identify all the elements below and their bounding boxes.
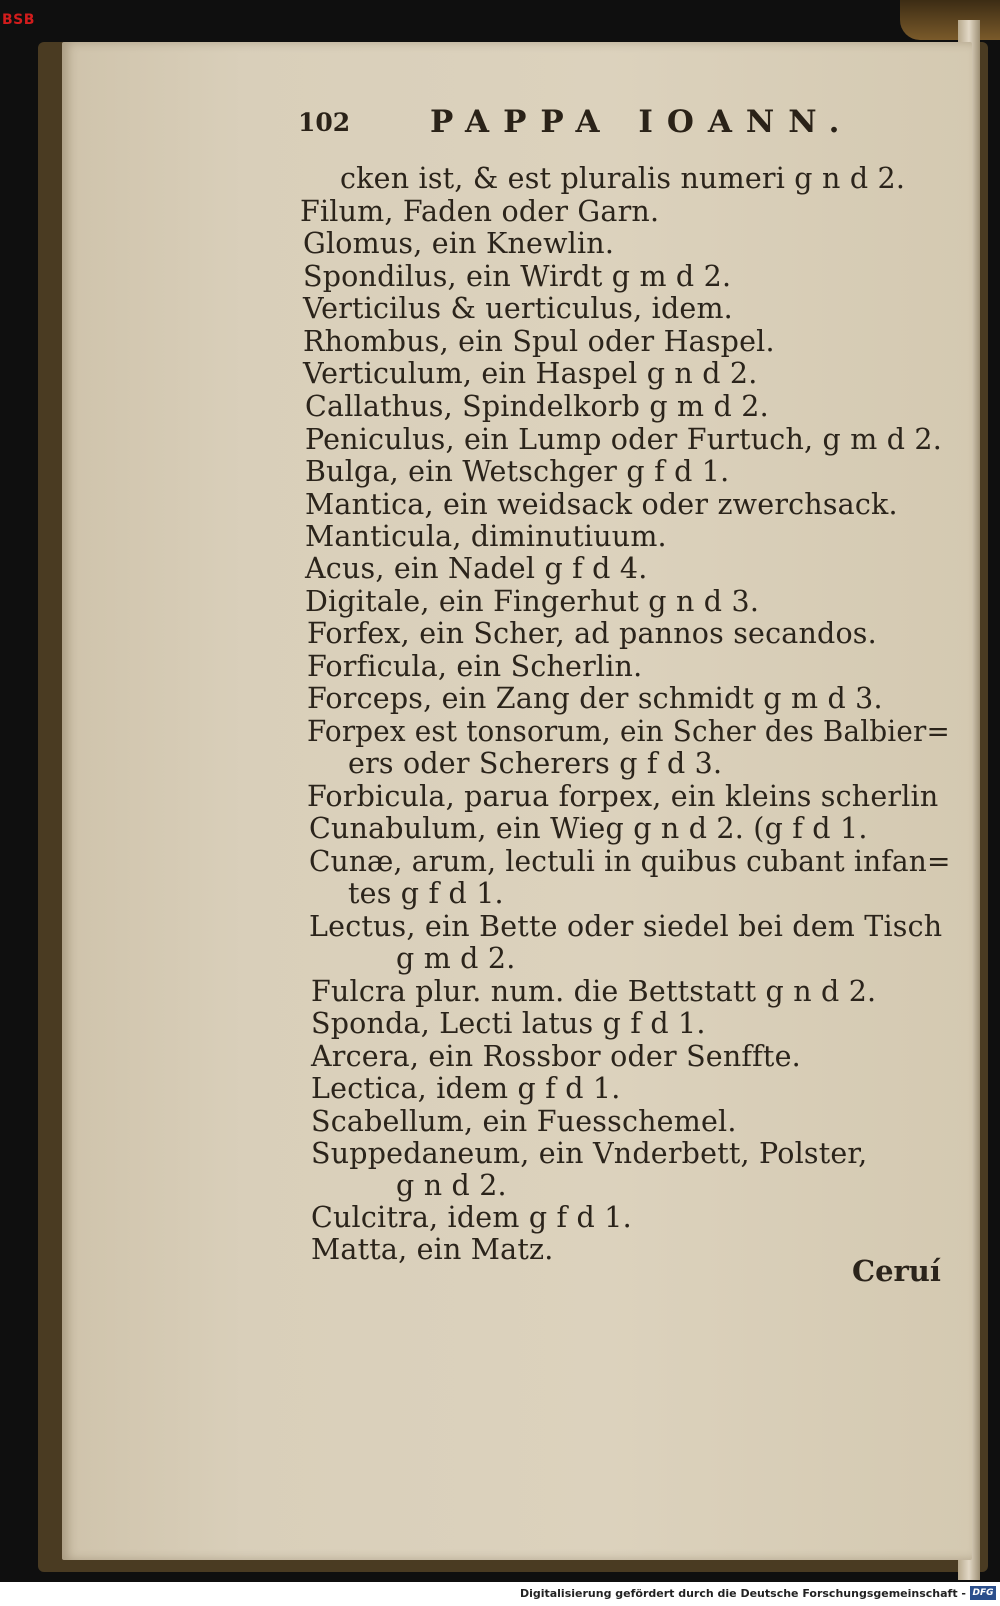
text-line: Sponda, Lecti latus g f d 1.: [311, 1007, 706, 1040]
text-line: Digitale, ein Fingerhut g n d 3.: [305, 585, 760, 618]
text-line: Spondilus, ein Wirdt g m d 2.: [303, 260, 732, 293]
text-line: g n d 2.: [396, 1169, 507, 1202]
text-line: Manticula, diminutiuum.: [305, 520, 667, 553]
text-line: Mantica, ein weidsack oder zwerchsack.: [305, 488, 898, 521]
text-line: tes g f d 1.: [348, 877, 504, 910]
text-line: Verticilus & uerticulus, idem.: [303, 292, 733, 325]
text-line: Cunabulum, ein Wieg g n d 2. (g f d 1.: [309, 812, 868, 845]
text-line: g m d 2.: [396, 942, 516, 975]
text-line: Forceps, ein Zang der schmidt g m d 3.: [307, 682, 883, 715]
text-line: cken ist, & est pluralis numeri g n d 2.: [340, 162, 906, 195]
text-line: Rhombus, ein Spul oder Haspel.: [303, 325, 775, 358]
digitization-footer: [0, 1582, 1000, 1606]
text-line: Scabellum, ein Fuesschemel.: [311, 1105, 737, 1138]
text-line: Acus, ein Nadel g f d 4.: [305, 552, 648, 585]
text-line: Cunæ, arum, lectuli in quibus cubant infan=: [309, 845, 951, 878]
text-line: Culcitra, idem g f d 1.: [311, 1201, 632, 1234]
text-line: Forficula, ein Scherlin.: [307, 650, 643, 683]
bsb-watermark: BSB: [2, 12, 35, 28]
text-line: Lectus, ein Bette oder siedel bei dem Tisch: [309, 910, 943, 943]
text-line: Forpex est tonsorum, ein Scher des Balbier=: [307, 715, 950, 748]
text-line: Forfex, ein Scher, ad pannos secandos.: [307, 617, 877, 650]
funding-credit: Digitalisierung gefördert durch die Deutsche Forschungsgemeinschaft -: [519, 1587, 966, 1600]
catchword: Ceruí: [852, 1254, 941, 1288]
text-line: Forbicula, parua forpex, ein kleins scherlin: [307, 780, 939, 813]
running-title: PAPPA IOANN.: [430, 104, 854, 140]
text-line: Callathus, Spindelkorb g m d 2.: [305, 390, 769, 423]
text-line: Arcera, ein Rossbor oder Senffte.: [311, 1040, 801, 1073]
text-line: Bulga, ein Wetschger g f d 1.: [305, 455, 730, 488]
text-line: Verticulum, ein Haspel g n d 2.: [303, 357, 758, 390]
text-line: Lectica, idem g f d 1.: [311, 1072, 621, 1105]
text-line: Peniculus, ein Lump oder Furtuch, g m d 2.: [305, 423, 943, 456]
text-line: ers oder Scherers g f d 3.: [348, 747, 723, 780]
text-line: Fulcra plur. num. die Bettstatt g n d 2.: [311, 975, 877, 1008]
text-line: Glomus, ein Knewlin.: [303, 227, 615, 260]
page-number: 102: [298, 108, 351, 137]
dfg-logo: DFG: [970, 1586, 996, 1600]
text-line: Filum, Faden oder Garn.: [300, 195, 660, 228]
text-line: Suppedaneum, ein Vnderbett, Polster,: [311, 1137, 868, 1170]
text-line: Matta, ein Matz.: [311, 1233, 554, 1266]
